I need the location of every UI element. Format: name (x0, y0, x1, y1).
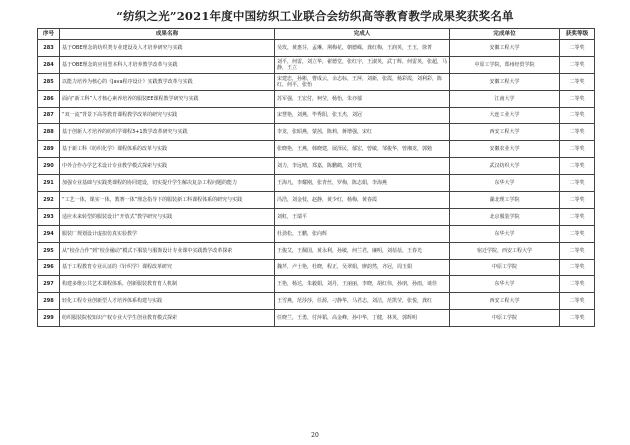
table-row (38, 310, 595, 327)
cell-name: 适应未来转型的服装设计“开放式”教学研究与实践 (60, 208, 275, 225)
cell-people: 杜劲松，王鹏，张向辉 (275, 225, 450, 242)
table-row (38, 158, 595, 175)
cell-people: 刘力，李远晴，郑嘉，陈鹏鹤，刘开发 (275, 158, 450, 175)
cell-level: 二等奖 (560, 192, 595, 209)
cell-people: 苏军强，王宏付，柯莹，杨怡，朱亦郁 (275, 90, 450, 107)
cell-people: 王雪燕，范莎莎，任源，刁静华，马君志，刘洁，范凯莹，张悦，龚红 (275, 293, 450, 310)
cell-no: 290 (38, 158, 60, 175)
col-header-unit: 完成单位 (450, 29, 560, 40)
cell-level: 二等奖 (560, 107, 595, 124)
cell-people: 刘虹，王瑞平 (275, 208, 450, 225)
table-row (38, 192, 595, 209)
cell-unit: 西安工程大学 (450, 293, 560, 310)
table-row (38, 56, 595, 73)
cell-name: 轻化工程专业创新型人才培养体系构建与实践 (60, 293, 275, 310)
cell-no: 298 (38, 293, 60, 310)
cell-level: 二等奖 (560, 259, 595, 276)
cell-no: 289 (38, 141, 60, 158)
cell-name: 基于创新人才培养的纺织学课程3+1教学改革研究与实践 (60, 124, 275, 141)
table-header-row (38, 29, 595, 40)
cell-unit: 西安工程大学 (450, 124, 560, 141)
cell-people: 张晓艳，王燕，韩晓建，展泽民，郁宏，曾敏，邹俊华，曾湘龙，郭勉 (275, 141, 450, 158)
cell-name: “工艺一体，课实一体，教赛一体”理念指导下的服装新工科课程体系的研究与实践 (60, 192, 275, 209)
cell-level: 二等奖 (560, 124, 595, 141)
cell-no: 293 (38, 208, 60, 225)
cell-level: 二等奖 (560, 208, 595, 225)
cell-unit: 大连工业大学 (450, 107, 560, 124)
table-row (38, 259, 595, 276)
cell-unit: 武汉纺织大学 (450, 158, 560, 175)
cell-no: 297 (38, 276, 60, 293)
cell-unit: 安徽工程大学 (450, 40, 560, 57)
table-row (38, 141, 595, 158)
cell-level: 二等奖 (560, 73, 595, 90)
cell-name: 纺织服装院校知识产权专业大学生创业教育模式探索 (60, 310, 275, 327)
cell-no: 291 (38, 175, 60, 192)
cell-level: 二等奖 (560, 175, 595, 192)
col-header-no: 序号 (38, 29, 60, 40)
cell-level: 二等奖 (560, 40, 595, 57)
col-header-people: 完成人 (275, 29, 450, 40)
cell-name: 面向“新工科”人才核心素养培养的服装EE课程教学研究与实践 (60, 90, 275, 107)
table-row (38, 90, 595, 107)
col-header-level: 获奖等级 (560, 29, 595, 40)
cell-unit: 安徽工程大学 (450, 73, 560, 90)
cell-unit: 宿迁学院，西安工程大学 (450, 242, 560, 259)
table-row (38, 225, 595, 242)
page-number: 20 (311, 432, 319, 439)
cell-unit: 中原工学院，郑州经贸学院 (450, 56, 560, 73)
cell-unit: 中原工学院 (450, 310, 560, 327)
cell-unit: 江南大学 (450, 90, 560, 107)
cell-people: 王海凡，李耀刚，张青丝，罗梅，陈志娟，李海燕 (275, 175, 450, 192)
cell-level: 二等奖 (560, 293, 595, 310)
cell-no: 296 (38, 259, 60, 276)
cell-no: 286 (38, 90, 60, 107)
cell-level: 二等奖 (560, 90, 595, 107)
cell-no: 287 (38, 107, 60, 124)
cell-level: 二等奖 (560, 56, 595, 73)
cell-unit: 湖北理工学院 (450, 192, 560, 209)
cell-people: 宋慧艳，刘燕，毕秀阳，张玉杰，刘冠 (275, 107, 450, 124)
cell-people: 王艳，杨达，朱毅娟，刘丹，王丽丽，李晓，胡红伟，孙朋，孙雨，谈佳 (275, 276, 450, 293)
award-table (37, 28, 595, 327)
table-row (38, 124, 595, 141)
cell-people: 吴玫，黄惠芬，孟琳，荆梅花，朝德嵘，龚红梅，王润英，王玉，徐菁 (275, 40, 450, 57)
cell-no: 292 (38, 192, 60, 209)
table-row (38, 175, 595, 192)
cell-name: 从“校企合作”到“校企融动”模式下服装与服饰设计专业课中实践教学改革探索 (60, 242, 275, 259)
cell-name: 中外合作办学艺术设计专业教学模式探索与实践 (60, 158, 275, 175)
table-row (38, 242, 595, 259)
cell-level: 二等奖 (560, 141, 595, 158)
cell-level: 二等奖 (560, 158, 595, 175)
table-row (38, 208, 595, 225)
cell-people: 王俊艾，王佩国，黄永利，孙敏，何兰君，廉明，刘蓓蓓，王春光 (275, 242, 450, 259)
cell-unit: 安徽农业大学 (450, 141, 560, 158)
cell-people: 冯浩，刘金枝，赵静，黄少红，杨梅，黄春霞 (275, 192, 450, 209)
table-row (38, 276, 595, 293)
cell-no: 284 (38, 56, 60, 73)
table-row (38, 40, 595, 57)
cell-level: 二等奖 (560, 225, 595, 242)
cell-people: 任晓兰，王勇，付萍韬，高金峰，孙中华，丁健，林英，郭辉明 (275, 310, 450, 327)
cell-unit: 东华大学 (450, 276, 560, 293)
cell-unit: 中原工学院 (450, 259, 560, 276)
cell-no: 288 (38, 124, 60, 141)
cell-name: 加强专业基础与实践类课程的协同建设，切实提升学生解决复杂工程问题的能力 (60, 175, 275, 192)
cell-people: 宋建忠，孙彬，曹成云，余志标，王萍，刘新，张霞，杨彩霞，刘利彩，陈红，何平，张怡 (275, 73, 450, 90)
cell-name: 基于新工科《纺织化学》课程体系的改革与实践 (60, 141, 275, 158)
cell-name: 基于OBE理念的应用型本科人才培养教学改革与实践 (60, 56, 275, 73)
cell-level: 二等奖 (560, 276, 595, 293)
cell-name: 以能力培养为核心的《Java程序设计》实践教学改革与实践 (60, 73, 275, 90)
cell-no: 295 (38, 242, 60, 259)
cell-name: 服装厂规划设计虚拟仿真实验教学 (60, 225, 275, 242)
cell-no: 285 (38, 73, 60, 90)
cell-name: “双一流”背景下高等教育课程教学改革的研究与实践 (60, 107, 275, 124)
page-title: “纺织之光”2021年度中国纺织工业联合会纺织高等教育教学成果奖获奖名单 (116, 9, 514, 23)
cell-people: 魏芹，卢士艳，杜晓，程正，吴翠娟，廖韵然，齐冠，周玉娟 (275, 259, 450, 276)
cell-no: 283 (38, 40, 60, 57)
cell-unit: 北京服装学院 (450, 208, 560, 225)
table-row (38, 107, 595, 124)
cell-unit: 东华大学 (450, 175, 560, 192)
cell-name: 基于工程教育专业认证的《针织学》课程改革研究 (60, 259, 275, 276)
cell-no: 294 (38, 225, 60, 242)
cell-name: 基于OBE理念的纺织类专业建设及人才培养研究与实践 (60, 40, 275, 57)
cell-level: 二等奖 (560, 242, 595, 259)
cell-unit: 东华大学 (450, 225, 560, 242)
table-row (38, 73, 595, 90)
cell-name: 构建多维公共艺术课程体系，创新服装教育育人机制 (60, 276, 275, 293)
col-header-name: 成果名称 (60, 29, 275, 40)
cell-people: 李龙，张昭燕，蒙茜，陈莉，蒋增强，宋红 (275, 124, 450, 141)
cell-level: 二等奖 (560, 310, 595, 327)
cell-no: 299 (38, 310, 60, 327)
cell-people: 刘平，何雷，刘立华，翟德堂，张红宇，王淑英，武丁辉，何雷英，张超，马静，王立 (275, 56, 450, 73)
table-row (38, 293, 595, 310)
